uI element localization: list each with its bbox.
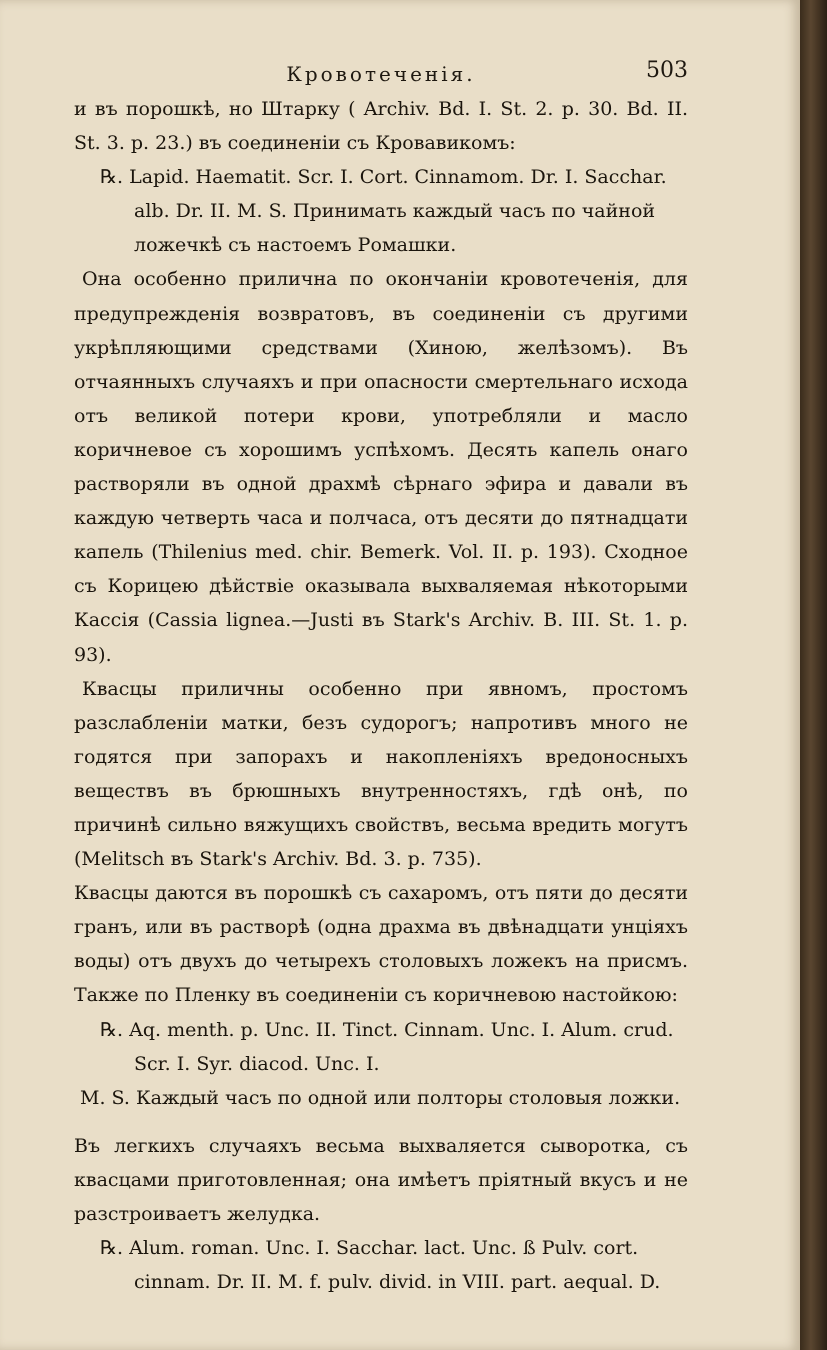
paragraph-alum-dosage: Квасцы даются въ порошкѣ съ сахаромъ, отъ пяти до десяти гранъ, или въ растворѣ (одна драхма въ двѣнадцати унціяхъ воды) отъ двухъ до четырехъ столовыхъ ложекъ на присмъ. Также по Пленку въ соединеніи съ коричневою настойкою:	[74, 882, 688, 1007]
prescription-mint-water: ℞. Aq. menth. p. Unc. II. Tinct. Cinnam. Unc. I. Alum. crud. Scr. I. Syr. diacod. Unc. I.	[100, 1018, 674, 1075]
paragraph-powder-note: и въ порошкѣ, но Штарку ( Archiv. Bd. I. St. 2. p. 30. Bd. II. St. 3. p. 23.) въ соединеніи съ Кровавикомъ:	[74, 98, 688, 155]
paragraph-gap	[74, 1115, 688, 1129]
paragraph-cinnamon: Она особенно прилична по окончаніи кровотеченія, для предупрежденія возвратовъ, въ соединеніи съ другими укрѣпляющими средствами (Хиною, желѣзомъ). Въ отчаянныхъ случаяхъ и при опасности смертельнаго исхода отъ великой потери крови, употребляли и масло коричневое съ хорошимъ успѣхомъ. Десять капель онаго растворяли въ одной драхмѣ сѣрнаго эфира и давали въ каждую четверть часа и полчаса, отъ десяти до пятнадцати капель (Thilenius med. chir. Bemerk. Vol. II. p. 193). Сходное съ Корицею дѣйствіе оказывала выхваляемая нѣкоторыми Кассія (Cassia lignea.—Justi въ Stark's Archiv. B. III. St. 1. p. 93).	[74, 268, 688, 666]
paragraph-alum-indications: Квасцы приличны особенно при явномъ, простомъ разслабленіи матки, безъ судорогъ; напротивъ много не годятся при запорахъ и накопленіяхъ вредоносныхъ веществъ въ брюшныхъ внутренностяхъ, гдѣ онѣ, по причинѣ сильно вяжущихъ свойствъ, весьма вредить могутъ (Melitsch въ Stark's Archiv. Bd. 3. p. 735).	[74, 677, 688, 871]
page-number: 503	[646, 58, 688, 83]
paragraph-alum-whey: Въ легкихъ случаяхъ весьма выхваляется сыворотка, съ квасцами приготовленная; она имѣетъ пріятный вкусъ и не разстроиваетъ желудка.	[74, 1134, 688, 1225]
page-binding-edge	[800, 0, 827, 1350]
signa-instruction: M. S. Каждый часъ по одной или полторы столовыя ложки.	[80, 1086, 681, 1109]
page-header	[74, 52, 688, 92]
body-text	[74, 92, 688, 1299]
prescription-haematite: ℞. Lapid. Haematit. Scr. I. Cort. Cinnamom. Dr. I. Sacchar. alb. Dr. II. M. S. Принимать каждый часъ по чайной ложечкѣ съ настоемъ Ромашки.	[100, 166, 667, 257]
prescription-alum-powder: ℞. Alum. roman. Unc. I. Sacchar. lact. Unc. ß Pulv. cort. cinnam. Dr. II. M. f. pulv. divid. in VIII. part. aequal. D.	[100, 1237, 661, 1294]
running-title: Кровотеченія.	[286, 62, 476, 86]
